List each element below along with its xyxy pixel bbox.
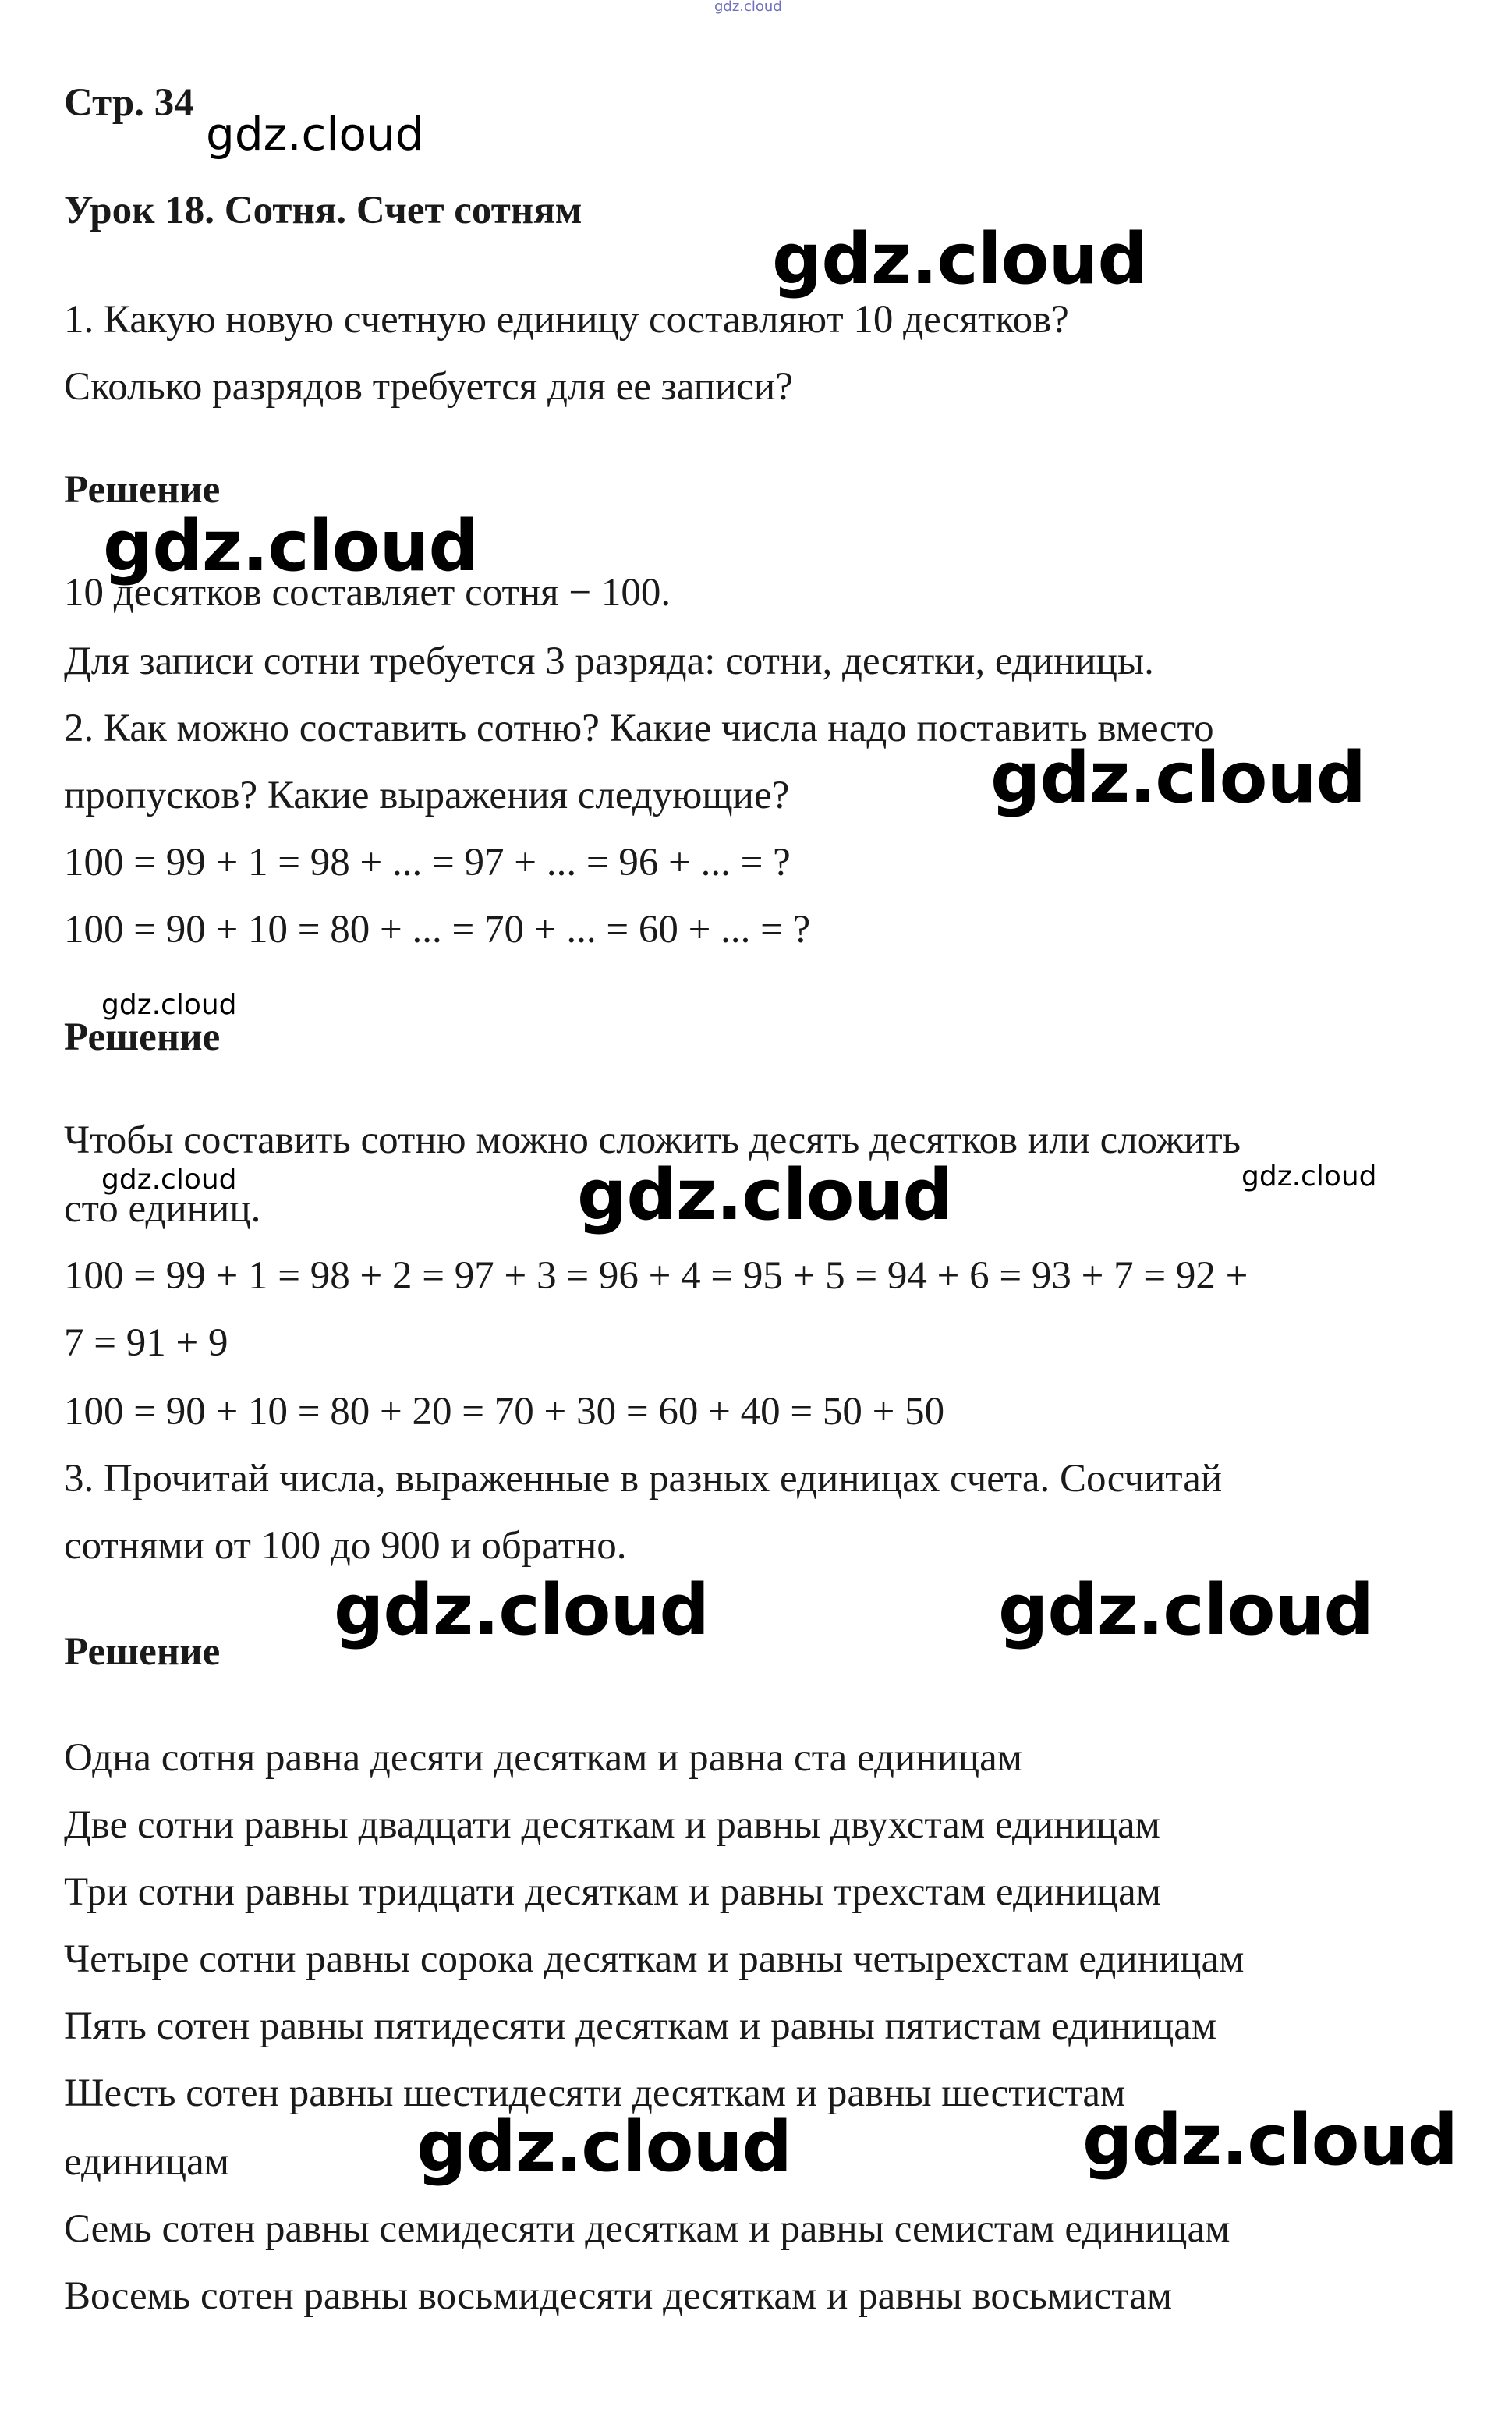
task3-solution-label: Решение — [64, 1630, 221, 1674]
task2-question-line3: 100 = 99 + 1 = 98 + ... = 97 + ... = 96 + ... = ? — [64, 841, 791, 884]
page-number: Стр. 34 — [64, 81, 194, 125]
task1-question-line1: 1. Какую новую счетную единицу составляют 10 десятков? — [64, 298, 1069, 342]
task1-solution-label: Решение — [64, 468, 221, 512]
task2-answer-line4: 7 = 91 + 9 — [64, 1321, 228, 1365]
task3-question-line2: сотнями от 100 до 900 и обратно. — [64, 1524, 627, 1568]
task1-question-line2: Сколько разрядов требуется для ее записи? — [64, 365, 793, 409]
task2-question-line1: 2. Как можно составить сотню? Какие числа надо поставить вместо — [64, 707, 1214, 750]
task2-answer-line1: Чтобы составить сотню можно сложить десять десятков или сложить — [64, 1118, 1241, 1162]
task3-answer-line6: Шесть сотен равны шестидесяти десяткам и равны шестистам — [64, 2071, 1126, 2115]
watermark: gdz.cloud — [334, 1569, 709, 1651]
watermark: gdz.cloud — [416, 2106, 791, 2188]
watermark: gdz.cloud — [714, 0, 782, 15]
watermark: gdz.cloud — [577, 1154, 952, 1236]
watermark: gdz.cloud — [1241, 1161, 1377, 1193]
watermark: gdz.cloud — [103, 505, 478, 587]
watermark: gdz.cloud — [206, 108, 424, 161]
task1-answer-line1: 10 десятков составляет сотня − 100. — [64, 571, 671, 615]
task3-answer-line3: Три сотни равны тридцати десяткам и равны трехстам единицам — [64, 1870, 1162, 1914]
task1-answer-line2: Для записи сотни требуется 3 разряда: сотни, десятки, единицы. — [64, 640, 1154, 683]
task3-question-line1: 3. Прочитай числа, выраженные в разных единицах счета. Сосчитай — [64, 1457, 1223, 1501]
watermark: gdz.cloud — [772, 218, 1147, 300]
task3-answer-line5: Пять сотен равны пятидесяти десяткам и равны пятистам единицам — [64, 2004, 1217, 2048]
watermark: gdz.cloud — [101, 989, 237, 1021]
watermark: gdz.cloud — [998, 1569, 1373, 1651]
task3-answer-line7: единицам — [64, 2140, 229, 2184]
task2-solution-label: Решение — [64, 1015, 221, 1059]
watermark: gdz.cloud — [101, 1164, 237, 1196]
watermark: gdz.cloud — [1082, 2100, 1457, 2181]
task2-question-line2: пропусков? Какие выражения следующие? — [64, 774, 790, 817]
task2-question-line4: 100 = 90 + 10 = 80 + ... = 70 + ... = 60 + ... = ? — [64, 908, 811, 952]
task3-answer-line2: Две сотни равны двадцати десяткам и равны двухстам единицам — [64, 1803, 1160, 1847]
task3-answer-line8: Семь сотен равны семидесяти десяткам и равны семистам единицам — [64, 2207, 1230, 2251]
task3-answer-line1: Одна сотня равна десяти десяткам и равна ста единицам — [64, 1736, 1022, 1780]
task2-answer-line3: 100 = 99 + 1 = 98 + 2 = 97 + 3 = 96 + 4 = 95 + 5 = 94 + 6 = 93 + 7 = 92 + — [64, 1254, 1248, 1298]
lesson-title: Урок 18. Сотня. Счет сотням — [64, 189, 582, 232]
task3-answer-line4: Четыре сотни равны сорока десяткам и равны четырехстам единицам — [64, 1937, 1245, 1981]
task2-answer-line5: 100 = 90 + 10 = 80 + 20 = 70 + 30 = 60 + 40 = 50 + 50 — [64, 1390, 945, 1434]
task2-answer-line2: сто единиц. — [64, 1187, 261, 1231]
watermark: gdz.cloud — [990, 737, 1365, 819]
task3-answer-line9: Восемь сотен равны восьмидесяти десяткам и равны восьмистам — [64, 2274, 1173, 2318]
